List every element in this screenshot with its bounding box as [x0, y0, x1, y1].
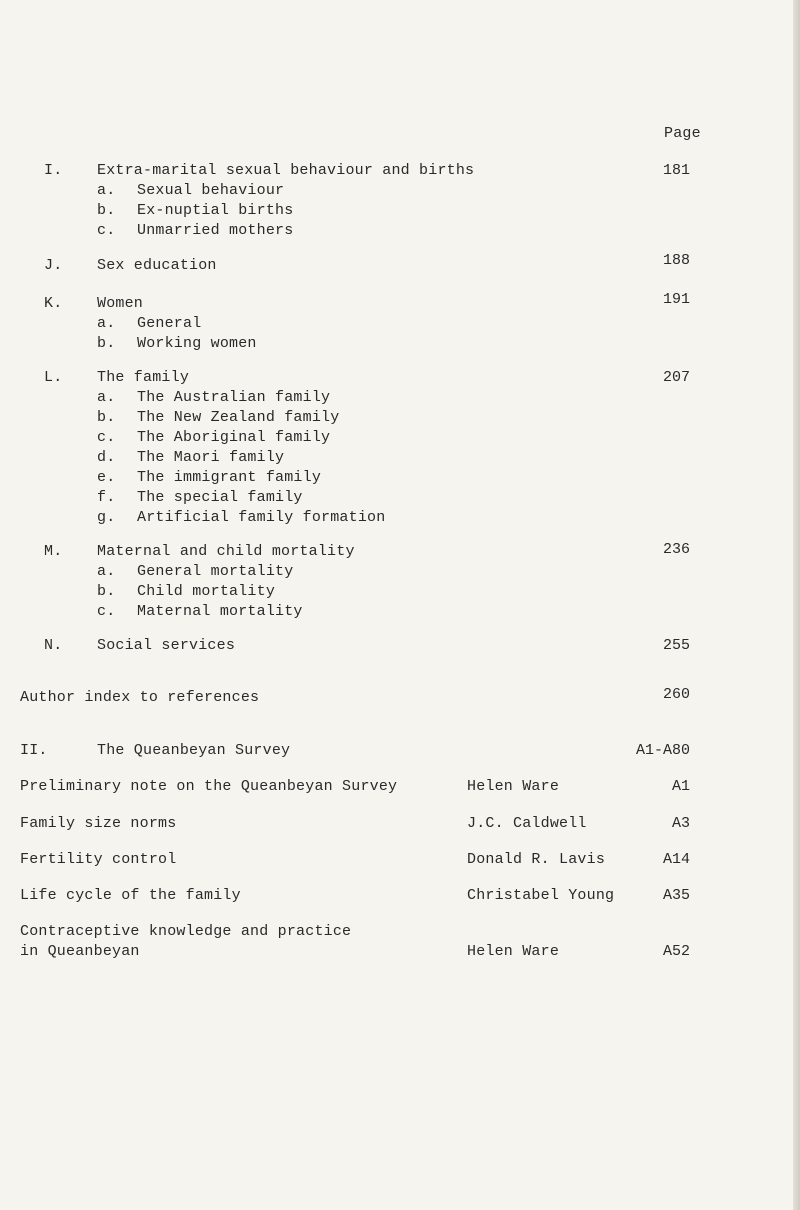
item-title: The Australian family	[137, 389, 331, 406]
item-title: Working women	[137, 335, 257, 352]
item-title: The Aboriginal family	[137, 429, 331, 446]
part-page-range: A1-A80	[635, 742, 690, 759]
entry-page: A1	[671, 778, 690, 795]
section-page: 255	[662, 637, 690, 654]
item-letter: a.	[97, 315, 116, 332]
item-letter: b.	[97, 583, 116, 600]
entry-title: Preliminary note on the Queanbeyan Survey	[20, 778, 398, 795]
section-letter: M.	[44, 543, 63, 560]
entry-page: A3	[671, 815, 690, 832]
item-title: The immigrant family	[137, 469, 322, 486]
item-title: Artificial family formation	[137, 509, 386, 526]
entry-page: A14	[662, 851, 690, 868]
section-title: Sex education	[97, 257, 217, 274]
item-letter: b.	[97, 409, 116, 426]
item-title: General mortality	[137, 563, 294, 580]
author-index-title: Author index to references	[20, 689, 260, 706]
item-letter: c.	[97, 603, 116, 620]
section-title: The family	[97, 369, 190, 386]
section-page: 188	[662, 252, 690, 269]
entry-page: A52	[662, 943, 690, 960]
section-letter: K.	[44, 295, 63, 312]
part-numeral: II.	[20, 742, 48, 759]
item-letter: d.	[97, 449, 116, 466]
item-letter: a.	[97, 389, 116, 406]
item-letter: a.	[97, 182, 116, 199]
item-letter: g.	[97, 509, 116, 526]
section-page: 181	[662, 162, 690, 179]
entry-title-line1: Contraceptive knowledge and practice	[20, 923, 352, 940]
item-letter: b.	[97, 202, 116, 219]
item-letter: b.	[97, 335, 116, 352]
item-title: Sexual behaviour	[137, 182, 285, 199]
item-letter: e.	[97, 469, 116, 486]
entry-author: Donald R. Lavis	[467, 851, 606, 868]
page-edge	[793, 0, 800, 1210]
entry-page: A35	[662, 887, 690, 904]
entry-author: Helen Ware	[467, 943, 560, 960]
section-letter: J.	[44, 257, 63, 274]
section-letter: N.	[44, 637, 63, 654]
item-letter: a.	[97, 563, 116, 580]
author-index-page: 260	[662, 686, 690, 703]
entry-title: Family size norms	[20, 815, 177, 832]
item-title: Maternal mortality	[137, 603, 303, 620]
item-title: The special family	[137, 489, 303, 506]
item-letter: c.	[97, 222, 116, 239]
entry-author: Helen Ware	[467, 778, 560, 795]
section-page: 191	[662, 291, 690, 308]
part-title: The Queanbeyan Survey	[97, 742, 291, 759]
item-letter: f.	[97, 489, 116, 506]
item-title: Child mortality	[137, 583, 276, 600]
entry-title-line2: in Queanbeyan	[20, 943, 140, 960]
section-page: 207	[662, 369, 690, 386]
section-title: Social services	[97, 637, 236, 654]
item-letter: c.	[97, 429, 116, 446]
section-title: Women	[97, 295, 144, 312]
page-column-heading: Page	[664, 125, 701, 142]
item-title: Ex-nuptial births	[137, 202, 294, 219]
entry-title: Fertility control	[20, 851, 177, 868]
item-title: The Maori family	[137, 449, 285, 466]
section-page: 236	[662, 541, 690, 558]
item-title: General	[137, 315, 202, 332]
entry-author: Christabel Young	[467, 887, 615, 904]
section-letter: I.	[44, 162, 63, 179]
section-title: Extra-marital sexual behaviour and births	[97, 162, 475, 179]
entry-title: Life cycle of the family	[20, 887, 241, 904]
entry-author: J.C. Caldwell	[467, 815, 587, 832]
item-title: Unmarried mothers	[137, 222, 294, 239]
item-title: The New Zealand family	[137, 409, 340, 426]
section-title: Maternal and child mortality	[97, 543, 355, 560]
section-letter: L.	[44, 369, 63, 386]
